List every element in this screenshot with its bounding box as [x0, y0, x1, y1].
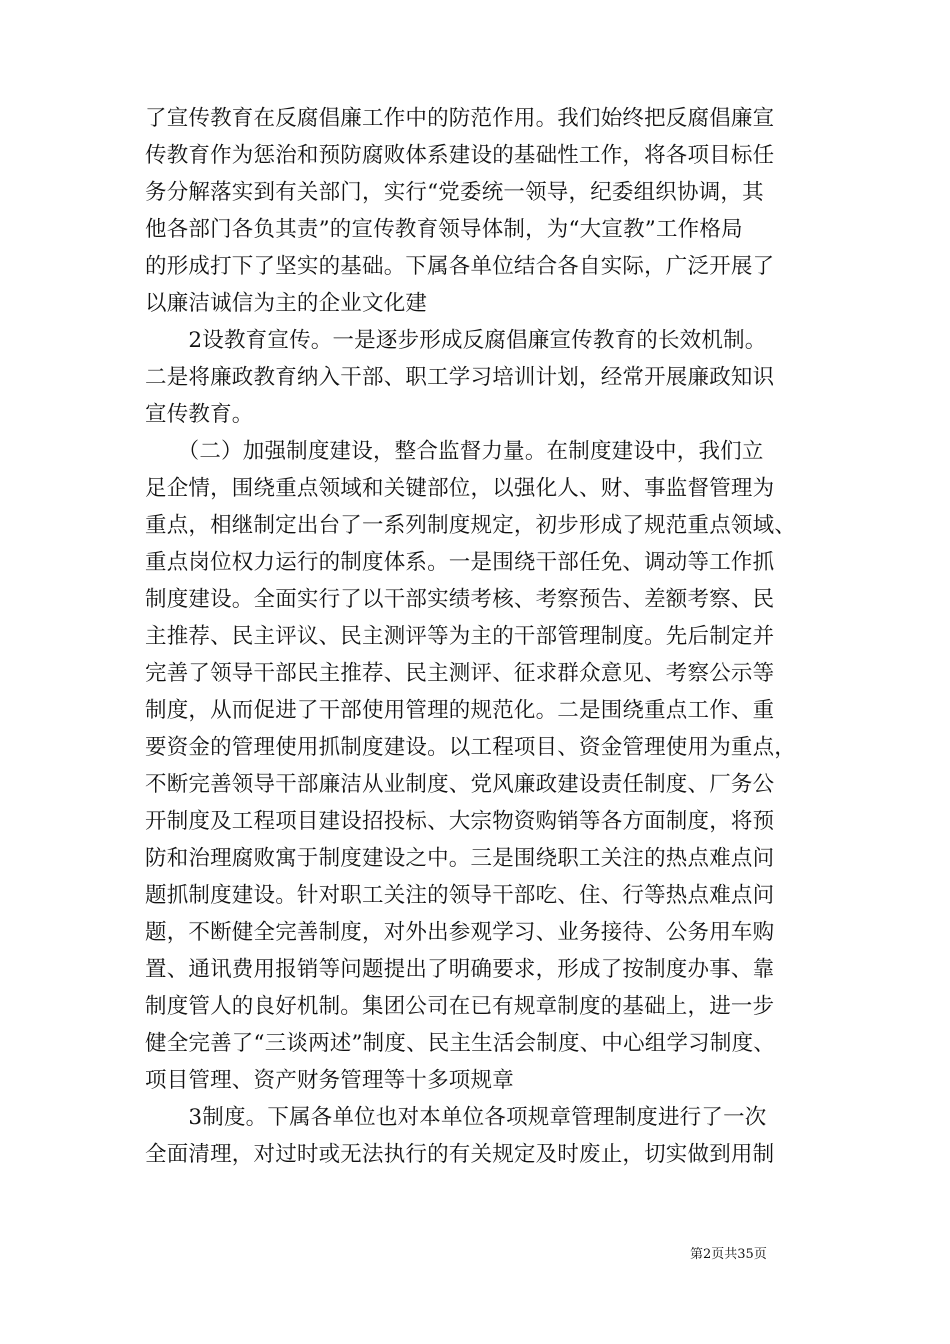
text-line: 制度建设。全面实行了以干部实绩考核、考察预告、差额考察、民	[145, 587, 775, 612]
text-line: 足企情，围绕重点领域和关键部位，以强化人、财、事监督管理为	[145, 476, 775, 501]
text-line: 的形成打下了坚实的基础。下属各单位结合各自实际，广泛开展了	[145, 254, 775, 279]
text-line: 重点，相继制定出台了一系列制度规定，初步形成了规范重点领域、	[145, 513, 797, 538]
text-line: 不断完善领导干部廉洁从业制度、党风廉政建设责任制度、厂务公	[145, 772, 775, 797]
text-line: 项目管理、资产财务管理等十多项规章	[145, 1068, 514, 1093]
text-line: 要资金的管理使用抓制度建设。以工程项目、资金管理使用为重点，	[145, 735, 797, 760]
text-line: 开制度及工程项目建设招投标、大宗物资购销等各方面制度，将预	[145, 809, 775, 834]
text-line: 制度，从而促进了干部使用管理的规范化。二是围绕重点工作、重	[145, 698, 775, 723]
text-line: （二）加强制度建设，整合监督力量。在制度建设中，我们立	[145, 439, 764, 464]
text-line: 以廉洁诚信为主的企业文化建	[145, 291, 428, 316]
text-line: 3制度。下属各单位也对本单位各项规章管理制度进行了一次	[145, 1105, 767, 1130]
text-line: 制度管人的良好机制。集团公司在已有规章制度的基础上，进一步	[145, 994, 775, 1019]
text-line: 题抓制度建设。针对职工关注的领导干部吃、住、行等热点难点问	[145, 883, 775, 908]
text-line: 二是将廉政教育纳入干部、职工学习培训计划，经常开展廉政知识	[145, 365, 775, 390]
text-line: 置、通讯费用报销等问题提出了明确要求，形成了按制度办事、靠	[145, 957, 775, 982]
text-line: 防和治理腐败寓于制度建设之中。三是围绕职工关注的热点难点问	[145, 846, 775, 871]
body-text	[145, 100, 825, 1173]
text-line: 完善了领导干部民主推荐、民主测评、征求群众意见、考察公示等	[145, 661, 775, 686]
text-line: 务分解落实到有关部门，实行“党委统一领导，纪委组织协调，其	[145, 180, 764, 205]
text-line: 传教育作为惩治和预防腐败体系建设的基础性工作，将各项目标任	[145, 143, 775, 168]
page-number-footer: 第2页共35页	[690, 1247, 767, 1262]
text-line: 2设教育宣传。一是逐步形成反腐倡廉宣传教育的长效机制。	[145, 328, 767, 353]
text-line: 了宣传教育在反腐倡廉工作中的防范作用。我们始终把反腐倡廉宣	[145, 106, 775, 131]
text-line: 重点岗位权力运行的制度体系。一是围绕干部任免、调动等工作抓	[145, 550, 775, 575]
text-line: 健全完善了“三谈两述”制度、民主生活会制度、中心组学习制度、	[145, 1031, 775, 1056]
text-line: 题，不断健全完善制度，对外出参观学习、业务接待、公务用车购	[145, 920, 775, 945]
text-line: 宣传教育。	[145, 402, 254, 427]
text-line: 他各部门各负其责”的宣传教育领导体制，为“大宣教”工作格局	[145, 217, 743, 242]
text-line: 主推荐、民主评议、民主测评等为主的干部管理制度。先后制定并	[145, 624, 775, 649]
text-line: 全面清理，对过时或无法执行的有关规定及时废止，切实做到用制	[145, 1142, 775, 1167]
